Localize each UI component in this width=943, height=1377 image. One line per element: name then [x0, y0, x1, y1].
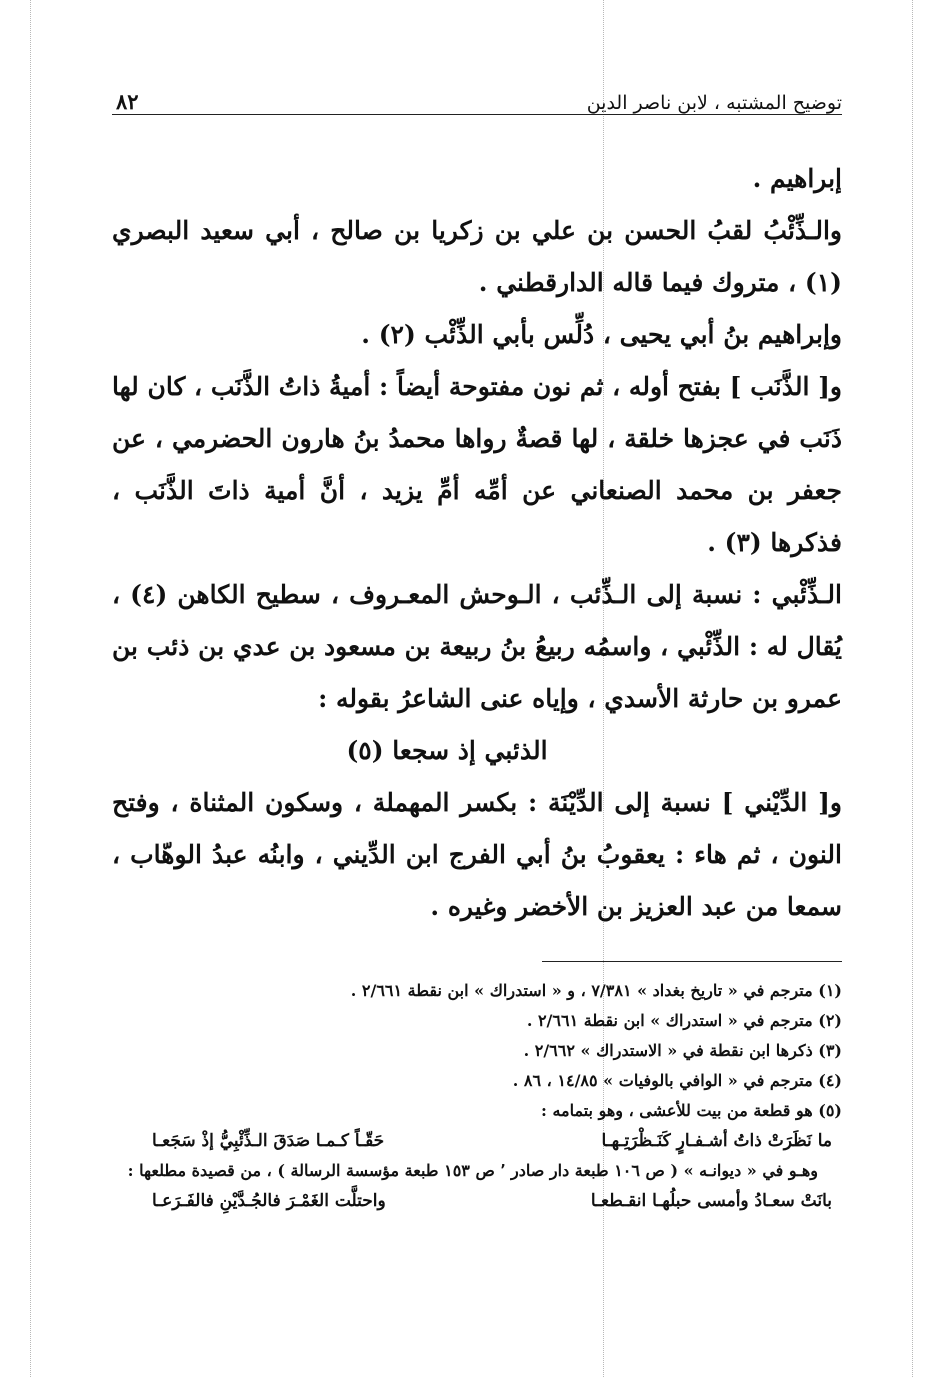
scan-dotted-line [30, 0, 31, 1377]
scan-dotted-line [912, 0, 913, 1377]
verse-hemistich: واحتلَّت الغَمْـرَ فالجُـدَّيْنِ فالفَـرَعـا [152, 1191, 386, 1211]
footnote-continuation: وهـو في « ديوانـه » ( ص ١٠٦ طبعة دار صادر ٬ ص ١٥٣ طبعة مؤسسة الرسالة ) ، من قصيدة مطلعها : [127, 1161, 818, 1180]
footnote: (١) مترجم في « تاريخ بغداد » ٧/٣٨١ ، و « استدراك » ابن نقطة ٢/٦٦١ . [350, 981, 842, 1000]
verse-hemistich: ما نَظَرَتْ ذاتُ أشـفـارٍ كَنَـظْرَتِـهـا [601, 1131, 832, 1151]
verse-hemistich: حَقّـاً كـمـا صَدَقَ الـذِّئْبِيُّ إذْ سَجَعـا [152, 1131, 385, 1151]
paragraph: و[ الذَّنَب ] بفتح أوله ، ثم نون مفتوحة أيضاً : أميةُ ذاتُ الذَّنَب ، كان لها ذَنَب في عجزها خلقة ، لها قصةٌ رواها محمدُ بنُ هارون الحضرمي ، عن جعفر بن محمد الصنعاني عن أمِّه أمِّ يزيد ، أنَّ أمية ذاتَ الذَّنَب ، فذكرها (٣) . [112, 372, 842, 557]
footnote: (٤) مترجم في « الوافي بالوفيات » ١٤/٨٥ ، ٨٦ . [512, 1071, 842, 1090]
verse-quote: الذئبي إذ سجعا (٥) [346, 736, 548, 765]
paragraph: إبراهيم . [752, 164, 842, 193]
paragraph: وإبراهيم بنُ أبي يحيى ، دُلِّس بأبي الذِّئْب (٢) . [361, 320, 842, 349]
verse-hemistich: بانَتْ سعـادُ وأمسى حبلُهـا انقـطعـا [590, 1191, 832, 1211]
paragraph: الـذِّئْبي : نسبة إلى الـذِّئب ، الـوحش المعـروف ، سطيح الكاهن (٤) ، يُقال له : الذِّئْبي ، واسمُه ربيعُ بنُ ربيعة بن مسعود بن عدي بن ذئب بن عمرو بن حارثة الأسدي ، وإياه عنى الشاعرُ بقوله : [112, 580, 842, 713]
footnote: (٣) ذكرها ابن نقطة في « الاستدراك » ٢/٦٦٢ . [523, 1041, 842, 1060]
footnote-separator [542, 961, 842, 962]
poem-verse [112, 1186, 842, 1216]
footnote: (٥) هو قطعة من بيت للأعشى ، وهو بتمامه : [540, 1101, 842, 1120]
running-title: توضيح المشتبه ، لابن ناصر الدين [586, 92, 842, 114]
paragraph: و[ الدِّيْني ] نسبة إلى الدِّيْنَة : بكسر المهملة ، وسكون المثناة ، وفتح النون ، ثم هاء : يعقوبُ بنُ أبي الفرج ابن الدِّيني ، وابنُه عبدُ الوهّاب ، سمعا من عبد العزيز بن الأخضر وغيره . [112, 788, 842, 921]
book-page [112, 82, 842, 1216]
running-header [112, 82, 842, 115]
paragraph: والـذِّئْبُ لقبُ الحسن بن علي بن زكريا بن صالح ، أبي سعيد البصري (١) ، متروك فيما قاله الدارقطني . [112, 216, 842, 297]
footnote: (٢) مترجم في « استدراك » ابن نقطة ٢/٦٦١ . [526, 1011, 842, 1030]
main-text [112, 153, 842, 933]
footnotes [112, 976, 842, 1216]
poem-verse [112, 1126, 842, 1156]
page-number: ٨٢ [116, 89, 139, 114]
